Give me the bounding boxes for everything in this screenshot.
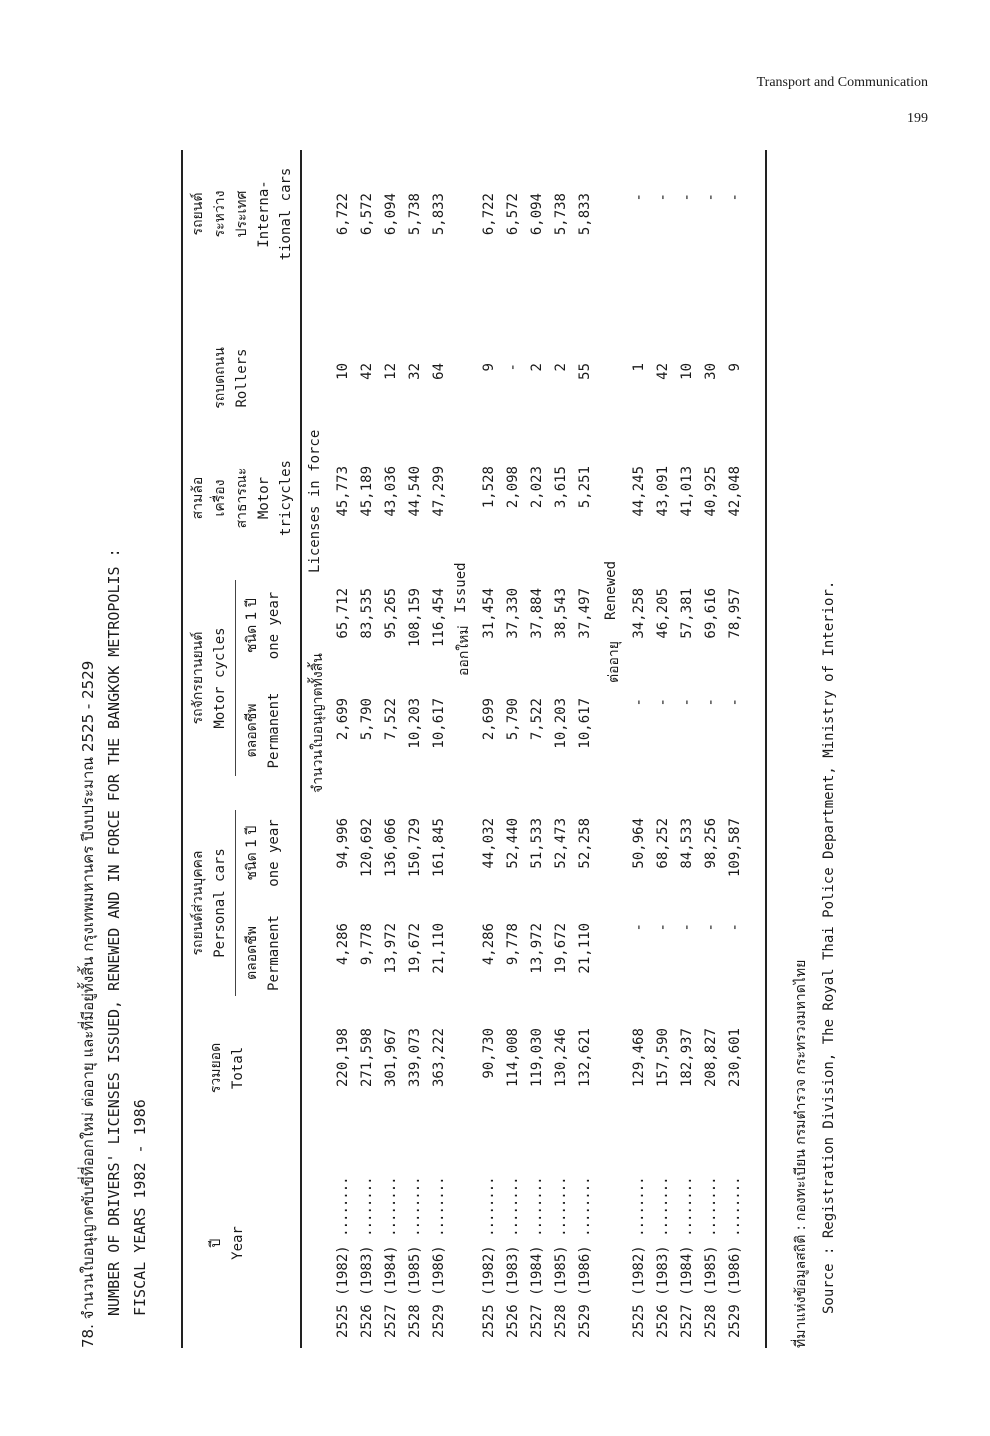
cell-pc-perm: - [679, 923, 695, 932]
cell-total: 90,730 [481, 1028, 497, 1079]
cell-total: 339,073 [407, 1028, 423, 1088]
header-total-thai: รวมยอด [208, 1042, 224, 1094]
cell-tri: 5,251 [577, 466, 593, 509]
cell-pc-perm: - [727, 923, 743, 932]
cell-tri: 44,245 [631, 466, 647, 517]
table-row [427, 150, 451, 1348]
leader-dots: ........ [679, 1177, 695, 1237]
header-pc-permanent [241, 903, 285, 1003]
table-title [75, 548, 153, 1348]
table-row [573, 150, 597, 1348]
cell-mc-perm: 10,203 [553, 698, 569, 749]
source-thai: ที่มาแห่งข้อมูลสถิติ : กองทะเบียน กรมตำรวจ กระทรวงมหาดไทย [793, 959, 809, 1348]
cell-pc-perm: 4,286 [481, 923, 497, 966]
year-label: 2526 (1983) [505, 1245, 521, 1338]
cell-total: 220,198 [335, 1028, 351, 1088]
year-label: 2529 (1986) [577, 1245, 593, 1338]
cell-pc-one: 98,256 [703, 818, 719, 869]
cell-mc-one: 37,884 [529, 588, 545, 639]
table-row [699, 150, 723, 1348]
page-number: 199 [907, 111, 928, 126]
cell-pc-one: 44,032 [481, 818, 497, 869]
leader-dots: ........ [359, 1177, 375, 1237]
year-cell [379, 1148, 403, 1338]
year-cell [331, 1148, 355, 1338]
table-row [501, 150, 525, 1348]
cell-roll: 55 [577, 363, 593, 380]
leader-dots: ........ [383, 1177, 399, 1237]
cell-mc-one: 31,454 [481, 588, 497, 639]
year-cell [699, 1148, 723, 1338]
header-year [205, 1148, 249, 1338]
cell-pc-perm: 9,778 [505, 923, 521, 966]
cell-tri: 43,091 [655, 466, 671, 517]
table-row [355, 150, 379, 1348]
source-note [787, 581, 843, 1348]
cell-tri: 1,528 [481, 466, 497, 509]
leader-dots: ........ [703, 1177, 719, 1237]
cell-intl: 6,722 [335, 193, 351, 236]
cell-roll: 9 [481, 363, 497, 372]
cell-roll: 32 [407, 363, 423, 380]
header-tricycles-english-2: tricycles [278, 460, 294, 536]
cell-pc-one: 52,440 [505, 818, 521, 869]
cell-pc-perm: 21,110 [577, 923, 593, 974]
table-row [675, 150, 699, 1348]
leader-dots: ........ [631, 1177, 647, 1237]
title-thai: 78. จำนวนใบอนุญาตขับขี่ที่ออกใหม่ ต่ออายุ และที่มีอยู่ทั้งสิ้น กรุงเทพมหานคร ปีงบประมาณ 2525 - 2529 [79, 660, 97, 1348]
cell-intl: - [655, 193, 671, 202]
cell-pc-one: 136,066 [383, 818, 399, 878]
year-cell [403, 1148, 427, 1338]
table-top-rule [181, 150, 183, 1348]
section-title: Transport and Communication [756, 75, 928, 90]
header-intl-thai-3: ประเทศ [234, 190, 250, 238]
cell-intl: 5,833 [431, 193, 447, 236]
table-row [627, 150, 651, 1348]
cell-mc-one: 78,957 [727, 588, 743, 639]
cell-pc-perm: - [655, 923, 671, 932]
cell-mc-perm: 10,617 [577, 698, 593, 749]
cell-mc-one: 116,454 [431, 588, 447, 648]
year-label: 2525 (1982) [335, 1245, 351, 1338]
cell-intl: 6,722 [481, 193, 497, 236]
cell-total: 208,827 [703, 1028, 719, 1088]
header-tricycles [187, 443, 297, 553]
leader-dots: ........ [505, 1177, 521, 1237]
header-year-english: Year [230, 1226, 246, 1260]
source-english: Source : Registration Division, The Royal Thai Police Department, Ministry of Interior. [821, 580, 837, 1314]
header-intl-english-1: Interna- [256, 180, 272, 248]
table-row [477, 150, 501, 1348]
cell-tri: 42,048 [727, 466, 743, 517]
title-english: NUMBER OF DRIVERS' LICENSES ISSUED, RENEWED AND IN FORCE FOR THE BANGKOK METROPOLIS : [105, 548, 123, 1316]
header-mc-permanent-english: Permanent [266, 692, 282, 769]
cell-pc-perm: 13,972 [529, 923, 545, 974]
header-motor-cycles [187, 573, 231, 783]
table-row [651, 150, 675, 1348]
cell-mc-one: 34,258 [631, 588, 647, 639]
header-motor-thai: รถจักรยานยนต์ [190, 631, 206, 725]
year-label: 2528 (1985) [703, 1245, 719, 1338]
cell-tri: 40,925 [703, 466, 719, 517]
cell-total: 130,246 [553, 1028, 569, 1088]
cell-intl: 5,738 [553, 193, 569, 236]
cell-total: 363,222 [431, 1028, 447, 1088]
cell-tri: 43,036 [383, 466, 399, 517]
cell-tri: 2,098 [505, 466, 521, 509]
cell-mc-one: 83,535 [359, 588, 375, 639]
header-mc-one-year [241, 573, 285, 678]
cell-total: 271,598 [359, 1028, 375, 1088]
year-cell [573, 1148, 597, 1338]
cell-roll: 42 [359, 363, 375, 380]
cell-mc-perm: 10,617 [431, 698, 447, 749]
cell-roll: 10 [335, 363, 351, 380]
cell-pc-one: 161,845 [431, 818, 447, 878]
year-cell [355, 1148, 379, 1338]
section-label-issued: Issued [453, 562, 469, 613]
cell-tri: 2,023 [529, 466, 545, 509]
header-tricycles-thai-3: สาธารณะ [234, 467, 250, 529]
motor-cycles-rule [235, 580, 236, 776]
header-pc-permanent-english: Permanent [266, 915, 282, 991]
header-motor-english: Motor cycles [212, 627, 228, 729]
cell-pc-perm: - [703, 923, 719, 932]
cell-mc-one: 108,159 [407, 588, 423, 648]
year-cell [477, 1148, 501, 1338]
header-personal-cars [187, 803, 231, 1003]
cell-pc-one: 109,587 [727, 818, 743, 878]
cell-total: 132,621 [577, 1028, 593, 1088]
cell-pc-one: 50,964 [631, 818, 647, 869]
header-pc-permanent-thai: ตลอดชีพ [244, 926, 260, 980]
cell-roll: 1 [631, 363, 647, 372]
cell-roll: 42 [655, 363, 671, 380]
section-label-renewed-thai: ต่ออายุ [606, 641, 622, 683]
cell-roll: 2 [553, 363, 569, 372]
cell-mc-perm: 7,522 [529, 698, 545, 741]
header-rollers [209, 328, 253, 428]
header-international-cars [187, 150, 297, 278]
header-pc-one-year-thai: ชนิด 1 ปี [244, 825, 260, 881]
year-cell [549, 1148, 573, 1338]
cell-mc-perm: 10,203 [407, 698, 423, 749]
cell-roll: 64 [431, 363, 447, 380]
cell-tri: 45,189 [359, 466, 375, 517]
header-year-thai: ปี [208, 1238, 224, 1248]
cell-pc-one: 68,252 [655, 818, 671, 869]
table-row [723, 150, 747, 1348]
title-english-years: FISCAL YEARS 1982 - 1986 [131, 1099, 149, 1316]
cell-roll: 12 [383, 363, 399, 380]
header-personal-english: Personal cars [212, 848, 228, 958]
header-mc-permanent [241, 678, 285, 783]
cell-tri: 45,773 [335, 466, 351, 517]
cell-intl: - [703, 193, 719, 202]
year-cell [501, 1148, 525, 1338]
header-rollers-thai: รถบดถนน [212, 347, 228, 409]
cell-pc-perm: 19,672 [407, 923, 423, 974]
cell-total: 129,468 [631, 1028, 647, 1088]
cell-total: 114,008 [505, 1028, 521, 1088]
cell-total: 157,590 [655, 1028, 671, 1088]
leader-dots: ........ [407, 1177, 423, 1237]
leader-dots: ........ [529, 1177, 545, 1237]
year-label: 2529 (1986) [431, 1245, 447, 1338]
cell-intl: 6,094 [529, 193, 545, 236]
cell-roll: - [505, 363, 521, 372]
cell-mc-perm: - [703, 698, 719, 707]
cell-mc-one: 57,381 [679, 588, 695, 639]
section-label-in-force: Licenses in force [307, 429, 323, 573]
leader-dots: ........ [335, 1177, 351, 1237]
year-label: 2526 (1983) [359, 1245, 375, 1338]
rotated-table-page [75, 108, 895, 1348]
cell-pc-perm: 13,972 [383, 923, 399, 974]
cell-mc-perm: 2,699 [335, 698, 351, 741]
section-label-in-force-thai: จำนวนใบอนุญาตทั้งสิ้น [310, 653, 326, 793]
cell-intl: 6,572 [359, 193, 375, 236]
cell-mc-perm: 2,699 [481, 698, 497, 741]
cell-roll: 30 [703, 363, 719, 380]
header-total-english: Total [230, 1046, 246, 1090]
table-row [403, 150, 427, 1348]
cell-tri: 47,299 [431, 466, 447, 517]
year-cell [525, 1148, 549, 1338]
year-label: 2527 (1984) [383, 1245, 399, 1338]
cell-mc-one: 65,712 [335, 588, 351, 639]
cell-tri: 3,615 [553, 466, 569, 509]
cell-intl: 5,833 [577, 193, 593, 236]
cell-pc-one: 94,996 [335, 818, 351, 869]
cell-pc-one: 84,533 [679, 818, 695, 869]
header-intl-thai-1: รถยนต์ [190, 192, 206, 236]
cell-mc-perm: 5,790 [359, 698, 375, 741]
cell-total: 301,967 [383, 1028, 399, 1088]
cell-total: 119,030 [529, 1028, 545, 1088]
cell-tri: 41,013 [679, 466, 695, 517]
cell-mc-perm: 5,790 [505, 698, 521, 741]
year-cell [675, 1148, 699, 1338]
cell-mc-perm: - [655, 698, 671, 707]
cell-mc-perm: - [727, 698, 743, 707]
cell-total: 182,937 [679, 1028, 695, 1088]
header-tricycles-english-1: Motor [256, 476, 272, 520]
cell-total: 230,601 [727, 1028, 743, 1088]
leader-dots: ........ [655, 1177, 671, 1237]
header-mc-one-year-thai: ชนิด 1 ปี [244, 598, 260, 653]
cell-mc-one: 95,265 [383, 588, 399, 639]
cell-mc-perm: - [631, 698, 647, 707]
table-bottom-rule [765, 150, 767, 1348]
cell-pc-perm: - [631, 923, 647, 932]
cell-intl: 5,738 [407, 193, 423, 236]
leader-dots: ........ [431, 1177, 447, 1237]
cell-pc-perm: 21,110 [431, 923, 447, 974]
cell-pc-perm: 19,672 [553, 923, 569, 974]
cell-roll: 2 [529, 363, 545, 372]
year-label: 2525 (1982) [481, 1245, 497, 1338]
header-total [205, 1028, 249, 1108]
year-cell [651, 1148, 675, 1338]
year-label: 2527 (1984) [679, 1245, 695, 1338]
cell-tri: 44,540 [407, 466, 423, 517]
personal-cars-rule [235, 810, 236, 996]
header-pc-one-year [241, 803, 285, 903]
cell-pc-perm: 4,286 [335, 923, 351, 966]
cell-pc-one: 150,729 [407, 818, 423, 878]
header-mc-permanent-thai: ตลอดชีพ [244, 703, 260, 758]
section-label-renewed: Renewed [603, 560, 619, 620]
leader-dots: ........ [577, 1177, 593, 1237]
cell-mc-one: 38,543 [553, 588, 569, 639]
year-cell [723, 1148, 747, 1338]
header-intl-english-2: tional cars [278, 167, 294, 261]
cell-pc-perm: 9,778 [359, 923, 375, 966]
cell-intl: - [679, 193, 695, 202]
leader-dots: ........ [727, 1177, 743, 1237]
cell-pc-one: 52,473 [553, 818, 569, 869]
header-tricycles-thai-2: เครื่อง [212, 479, 228, 517]
cell-intl: 6,094 [383, 193, 399, 236]
leader-dots: ........ [481, 1177, 497, 1237]
cell-mc-one: 69,616 [703, 588, 719, 639]
table-row [549, 150, 573, 1348]
header-bottom-rule [300, 150, 302, 1348]
year-label: 2526 (1983) [655, 1245, 671, 1338]
cell-mc-perm: 7,522 [383, 698, 399, 741]
cell-roll: 10 [679, 363, 695, 380]
cell-pc-one: 52,258 [577, 818, 593, 869]
year-label: 2528 (1985) [407, 1245, 423, 1338]
table-row [379, 150, 403, 1348]
year-label: 2529 (1986) [727, 1245, 743, 1338]
year-cell [627, 1148, 651, 1338]
cell-intl: 6,572 [505, 193, 521, 236]
header-tricycles-thai-1: สามล้อ [190, 476, 206, 520]
cell-pc-one: 51,533 [529, 818, 545, 869]
cell-mc-one: 37,497 [577, 588, 593, 639]
header-personal-thai: รถยนต์ส่วนบุคคล [190, 850, 206, 956]
cell-mc-one: 46,205 [655, 588, 671, 639]
year-label: 2528 (1985) [553, 1245, 569, 1338]
cell-intl: - [727, 193, 743, 202]
header-mc-one-year-english: one year [266, 591, 282, 660]
cell-mc-one: 37,330 [505, 588, 521, 639]
cell-intl: - [631, 193, 647, 202]
table-row [525, 150, 549, 1348]
cell-roll: 9 [727, 363, 743, 372]
header-intl-thai-2: ระหว่าง [212, 190, 228, 238]
section-label-issued-thai: ออกใหม่ [456, 625, 472, 676]
leader-dots: ........ [553, 1177, 569, 1237]
header-pc-one-year-english: one year [266, 819, 282, 887]
year-label: 2527 (1984) [529, 1245, 545, 1338]
cell-mc-perm: - [679, 698, 695, 707]
header-rollers-english: Rollers [234, 348, 250, 408]
year-label: 2525 (1982) [631, 1245, 647, 1338]
cell-pc-one: 120,692 [359, 818, 375, 878]
table-row [331, 150, 355, 1348]
year-cell [427, 1148, 451, 1338]
